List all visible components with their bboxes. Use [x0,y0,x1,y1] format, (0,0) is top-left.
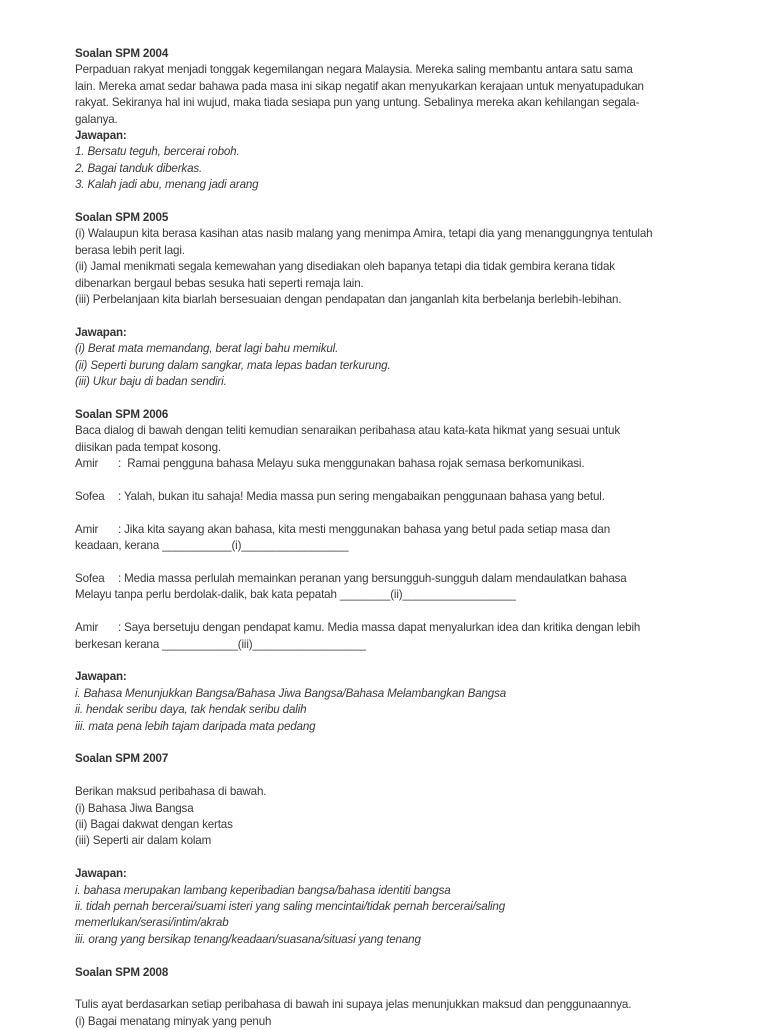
document-page [75,46,675,1030]
dialog-separator: : [118,621,122,635]
dialog-text: Saya bersetuju dengan pendapat kamu. Media massa dapat menyalurkan idea dan kritika dengan lebih [124,621,641,635]
dialog-separator: : [118,571,122,585]
question-text-line: (ii) Jamal menikmati segala kemewahan yang disediakan oleh bapanya tetapi dia tidak gembira kerana tidak [75,260,615,274]
dialog-speaker: Amir [75,522,99,536]
dialog-separator: : [118,489,122,503]
question-text-line: Tulis ayat berdasarkan setiap peribahasa di bawah ini supaya jelas menunjukkan maksud dan penggunaannya. [75,998,632,1012]
answer-label: Jawapan: [75,129,127,143]
question-text-line: (i) Walaupun kita berasa kasihan atas nasib malang yang menimpa Amira, tetapi dia yang menanggungnya tentulah [75,227,653,241]
dialog-speaker: Amir [75,621,99,635]
answer-line: (i) Berat mata memandang, berat lagi bahu memikul. [75,342,339,356]
section-title-2007: Soalan SPM 2007 [75,752,169,766]
dialog-line [75,456,675,472]
question-text-line: Berikan maksud peribahasa di bawah. [75,785,267,799]
dialog-line [75,571,675,587]
answer-line: iii. orang yang bersikap tenang/keadaan/suasana/situasi yang tenang [75,932,421,946]
question-text-line: dibenarkan bergaul bebas sesuka hati seperti remaja lain. [75,276,364,290]
dialog-line [75,522,675,538]
question-text-line: galanya. [75,112,118,126]
dialog-speaker: Sofea [75,489,105,503]
answer-line: (iii) Ukur baju di badan sendiri. [75,375,227,389]
answer-label: Jawapan: [75,670,127,684]
dialog-line [75,489,675,505]
question-text-line: Perpaduan rakyat menjadi tonggak kegemilangan negara Malaysia. Mereka saling membantu antara satu sama [75,63,633,77]
question-text-line: (i) Bahasa Jiwa Bangsa [75,801,194,815]
dialog-separator: : [118,457,122,471]
question-text-line: rakyat. Sekiranya hal ini wujud, maka tiada sesiapa pun yang untung. Sebalinya mereka akan kehilangan segala- [75,96,640,110]
section-title-2008: Soalan SPM 2008 [75,965,169,979]
question-text-line: (iii) Perbelanjaan kita biarlah bersesuaian dengan pendapatan dan janganlah kita berbelanja berlebih-lebihan. [75,293,622,307]
dialog-speaker: Sofea [75,571,105,585]
section-title-2005: Soalan SPM 2005 [75,211,169,225]
dialog-text: Yalah, bukan itu sahaja! Media massa pun sering mengabaikan penggunaan bahasa yang betul. [123,489,605,503]
answer-label: Jawapan: [75,867,127,881]
question-text-line: (i) Bagai menatang minyak yang penuh [75,1014,272,1028]
answer-line: ii. tidah pernah bercerai/suami isteri yang saling mencintai/tidak pernah bercerai/saling [75,899,506,913]
answer-line: iii. mata pena lebih tajam daripada mata pedang [75,719,316,733]
answer-line: 1. Bersatu teguh, bercerai roboh. [75,145,240,159]
question-text-line: diisikan pada tempat kosong. [75,440,221,454]
question-text-line: berasa lebih perit lagi. [75,243,185,257]
dialog-text-continued: Melayu tanpa perlu berdolak-dalik, bak kata pepatah ________(ii)__________________ [75,588,516,602]
dialog-separator: : [118,522,122,536]
answer-line: 2. Bagai tanduk diberkas. [75,161,203,175]
answer-line: i. Bahasa Menunjukkan Bangsa/Bahasa Jiwa Bangsa/Bahasa Melambangkan Bangsa [75,686,507,700]
dialog-text: Jika kita sayang akan bahasa, kita mesti menggunakan bahasa yang betul pada setiap masa dan [124,522,611,536]
question-text-line: (iii) Seperti air dalam kolam [75,834,212,848]
section-title-2006: Soalan SPM 2006 [75,407,169,421]
question-text-line: (ii) Bagai dakwat dengan kertas [75,817,233,831]
dialog-text: Ramai pengguna bahasa Melayu suka menggunakan bahasa rojak semasa berkomunikasi. [127,457,585,471]
dialog-text: Media massa perlulah memainkan peranan yang bersungguh-sungguh dalam mendaulatkan bahasa [124,571,627,585]
answer-label: Jawapan: [75,325,127,339]
dialog-speaker: Amir [75,457,99,471]
question-text-line: lain. Mereka amat sedar bahawa pada masa ini sikap negatif akan menyukarkan kerajaan untuk menyatupadukan [75,79,644,93]
answer-line: (ii) Seperti burung dalam sangkar, mata lepas badan terkurung. [75,358,391,372]
answer-line: i. bahasa merupakan lambang keperibadian bangsa/bahasa identiti bangsa [75,883,451,897]
answer-line: memerlukan/serasi/intim/akrab [75,916,229,930]
answer-line: ii. hendak seribu daya, tak hendak seribu dalih [75,703,307,717]
section-title-2004: Soalan SPM 2004 [75,47,169,60]
answer-line: 3. Kalah jadi abu, menang jadi arang [75,178,259,192]
dialog-line [75,620,675,636]
dialog-text-continued: berkesan kerana ____________(iii)__________________ [75,637,366,651]
dialog-text-continued: keadaan, kerana ___________(i)_________________ [75,539,349,553]
question-text-line: Baca dialog di bawah dengan teliti kemudian senaraikan peribahasa atau kata-kata hikmat yang sesuai untuk [75,424,620,438]
